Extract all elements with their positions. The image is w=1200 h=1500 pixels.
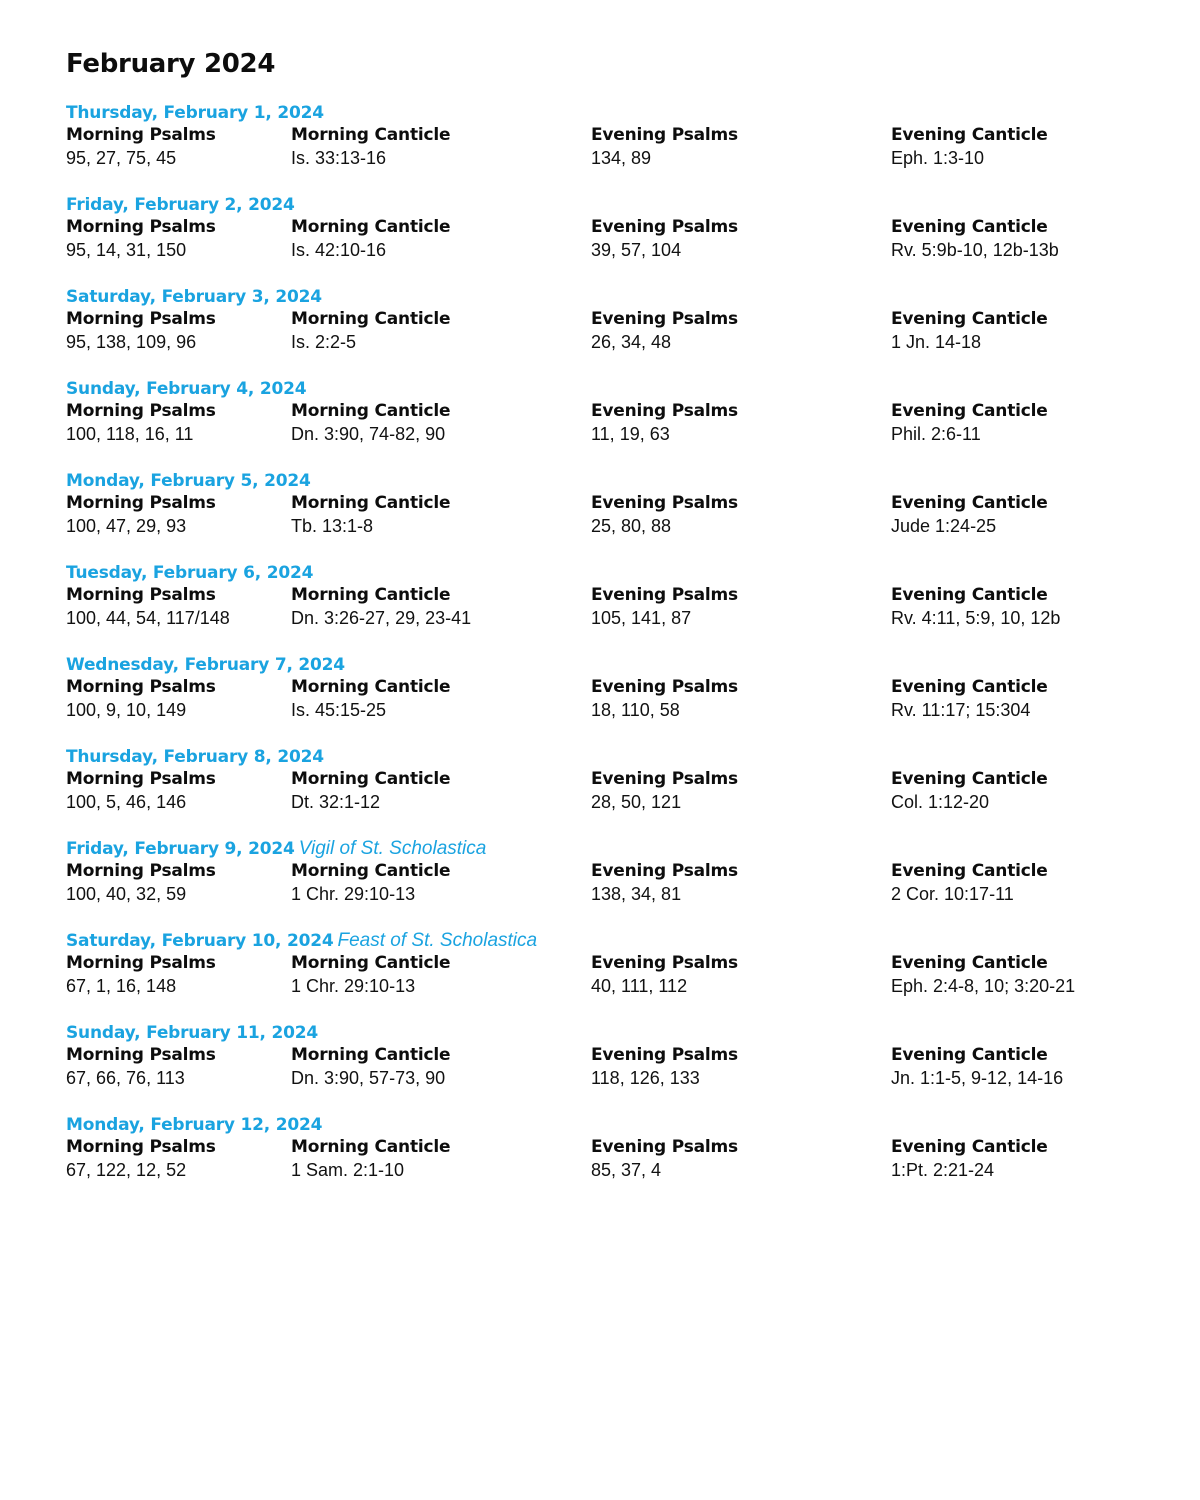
morning-canticle-label: Morning Canticle bbox=[291, 585, 451, 605]
evening-canticle-column bbox=[891, 492, 1048, 538]
date-label: Friday, February 2, 2024 bbox=[66, 195, 295, 215]
day-entry bbox=[66, 837, 1176, 929]
date-heading bbox=[66, 469, 1176, 492]
evening-psalms-column bbox=[591, 676, 738, 722]
evening-canticle-value: Phil. 2:6-11 bbox=[891, 424, 981, 444]
day-entry bbox=[66, 653, 1176, 745]
morning-psalms-label: Morning Psalms bbox=[66, 585, 216, 605]
evening-psalms-column bbox=[591, 860, 738, 906]
morning-canticle-label: Morning Canticle bbox=[291, 217, 451, 237]
morning-psalms-label: Morning Psalms bbox=[66, 1045, 216, 1065]
evening-psalms-column bbox=[591, 216, 738, 262]
evening-psalms-label: Evening Psalms bbox=[591, 861, 738, 881]
morning-psalms-column bbox=[66, 860, 216, 906]
evening-canticle-label: Evening Canticle bbox=[891, 585, 1048, 605]
evening-psalms-column bbox=[591, 1136, 738, 1182]
date-heading bbox=[66, 285, 1176, 308]
morning-canticle-label: Morning Canticle bbox=[291, 493, 451, 513]
morning-psalms-label: Morning Psalms bbox=[66, 309, 216, 329]
morning-psalms-label: Morning Psalms bbox=[66, 953, 216, 973]
morning-psalms-column bbox=[66, 216, 216, 262]
date-label: Tuesday, February 6, 2024 bbox=[66, 563, 314, 583]
morning-psalms-label: Morning Psalms bbox=[66, 769, 216, 789]
morning-psalms-value: 100, 9, 10, 149 bbox=[66, 700, 187, 720]
evening-canticle-column bbox=[891, 216, 1059, 262]
date-heading bbox=[66, 653, 1176, 676]
morning-canticle-column bbox=[291, 584, 471, 630]
evening-psalms-value: 18, 110, 58 bbox=[591, 700, 680, 720]
day-entry bbox=[66, 377, 1176, 469]
morning-psalms-label: Morning Psalms bbox=[66, 493, 216, 513]
evening-canticle-label: Evening Canticle bbox=[891, 125, 1048, 145]
evening-canticle-column bbox=[891, 676, 1048, 722]
morning-psalms-value: 67, 66, 76, 113 bbox=[66, 1068, 185, 1088]
evening-psalms-column bbox=[591, 1044, 738, 1090]
evening-canticle-label: Evening Canticle bbox=[891, 861, 1048, 881]
morning-psalms-value: 100, 5, 46, 146 bbox=[66, 792, 187, 812]
morning-psalms-value: 95, 27, 75, 45 bbox=[66, 148, 177, 168]
evening-canticle-column bbox=[891, 584, 1060, 630]
morning-psalms-value: 100, 47, 29, 93 bbox=[66, 516, 187, 536]
morning-canticle-label: Morning Canticle bbox=[291, 309, 451, 329]
date-heading bbox=[66, 1021, 1176, 1044]
morning-canticle-value: Dn. 3:90, 57-73, 90 bbox=[291, 1068, 446, 1088]
evening-psalms-value: 26, 34, 48 bbox=[591, 332, 672, 352]
readings-row bbox=[66, 308, 1176, 354]
morning-psalms-label: Morning Psalms bbox=[66, 217, 216, 237]
evening-canticle-label: Evening Canticle bbox=[891, 1045, 1048, 1065]
morning-psalms-label: Morning Psalms bbox=[66, 677, 216, 697]
evening-psalms-value: 39, 57, 104 bbox=[591, 240, 682, 260]
evening-canticle-label: Evening Canticle bbox=[891, 217, 1048, 237]
evening-canticle-value: 2 Cor. 10:17-11 bbox=[891, 884, 1014, 904]
evening-psalms-column bbox=[591, 768, 738, 814]
evening-psalms-label: Evening Psalms bbox=[591, 493, 738, 513]
evening-canticle-label: Evening Canticle bbox=[891, 1137, 1048, 1157]
morning-psalms-value: 67, 122, 12, 52 bbox=[66, 1160, 187, 1180]
evening-psalms-value: 40, 111, 112 bbox=[591, 976, 688, 996]
date-label: Sunday, February 4, 2024 bbox=[66, 379, 307, 399]
date-label: Wednesday, February 7, 2024 bbox=[66, 655, 345, 675]
readings-row bbox=[66, 492, 1176, 538]
morning-canticle-value: Dn. 3:26-27, 29, 23-41 bbox=[291, 608, 472, 628]
day-entry bbox=[66, 745, 1176, 837]
evening-canticle-label: Evening Canticle bbox=[891, 677, 1048, 697]
date-label: Saturday, February 10, 2024 bbox=[66, 931, 334, 951]
evening-canticle-value: 1 Jn. 14-18 bbox=[891, 332, 982, 352]
morning-canticle-value: 1 Chr. 29:10-13 bbox=[291, 976, 416, 996]
date-heading bbox=[66, 929, 1176, 952]
morning-psalms-label: Morning Psalms bbox=[66, 125, 216, 145]
day-entry bbox=[66, 193, 1176, 285]
morning-psalms-column bbox=[66, 1136, 216, 1182]
morning-psalms-label: Morning Psalms bbox=[66, 861, 216, 881]
evening-psalms-value: 105, 141, 87 bbox=[591, 608, 692, 628]
morning-canticle-column bbox=[291, 676, 450, 722]
evening-psalms-value: 11, 19, 63 bbox=[591, 424, 670, 444]
morning-canticle-value: 1 Chr. 29:10-13 bbox=[291, 884, 416, 904]
evening-canticle-value: Jude 1:24-25 bbox=[891, 516, 997, 536]
evening-psalms-label: Evening Psalms bbox=[591, 401, 738, 421]
morning-canticle-value: Is. 45:15-25 bbox=[291, 700, 387, 720]
evening-psalms-column bbox=[591, 124, 738, 170]
evening-canticle-column bbox=[891, 1136, 1048, 1182]
readings-row bbox=[66, 768, 1176, 814]
morning-canticle-value: Dn. 3:90, 74-82, 90 bbox=[291, 424, 446, 444]
evening-canticle-column bbox=[891, 400, 1048, 446]
page-title: February 2024 bbox=[66, 49, 276, 79]
morning-canticle-column bbox=[291, 1136, 450, 1182]
date-heading bbox=[66, 745, 1176, 768]
readings-row bbox=[66, 1136, 1176, 1182]
evening-canticle-value: 1:Pt. 2:21-24 bbox=[891, 1160, 995, 1180]
morning-canticle-label: Morning Canticle bbox=[291, 953, 451, 973]
readings-row bbox=[66, 124, 1176, 170]
evening-psalms-label: Evening Psalms bbox=[591, 677, 738, 697]
morning-canticle-column bbox=[291, 124, 450, 170]
date-label: Saturday, February 3, 2024 bbox=[66, 287, 322, 307]
morning-canticle-column bbox=[291, 492, 450, 538]
readings-row bbox=[66, 584, 1176, 630]
morning-canticle-column bbox=[291, 768, 450, 814]
evening-psalms-label: Evening Psalms bbox=[591, 769, 738, 789]
evening-canticle-column bbox=[891, 1044, 1063, 1090]
evening-psalms-value: 118, 126, 133 bbox=[591, 1068, 700, 1088]
entries-list bbox=[66, 101, 1176, 1205]
morning-canticle-value: 1 Sam. 2:1-10 bbox=[291, 1160, 405, 1180]
day-entry bbox=[66, 929, 1176, 1021]
morning-canticle-label: Morning Canticle bbox=[291, 1045, 451, 1065]
day-entry bbox=[66, 285, 1176, 377]
evening-canticle-value: Rv. 11:17; 15:304 bbox=[891, 700, 1031, 720]
morning-canticle-value: Dt. 32:1-12 bbox=[291, 792, 381, 812]
feast-label: Vigil of St. Scholastica bbox=[298, 838, 487, 859]
morning-canticle-value: Is. 2:2-5 bbox=[291, 332, 357, 352]
morning-canticle-label: Morning Canticle bbox=[291, 401, 451, 421]
date-label: Friday, February 9, 2024 bbox=[66, 839, 295, 859]
readings-row bbox=[66, 952, 1176, 998]
evening-psalms-value: 25, 80, 88 bbox=[591, 516, 672, 536]
evening-psalms-value: 28, 50, 121 bbox=[591, 792, 682, 812]
evening-canticle-label: Evening Canticle bbox=[891, 953, 1048, 973]
morning-psalms-column bbox=[66, 1044, 216, 1090]
date-label: Monday, February 12, 2024 bbox=[66, 1115, 323, 1135]
evening-psalms-column bbox=[591, 492, 738, 538]
evening-canticle-column bbox=[891, 768, 1048, 814]
morning-psalms-label: Morning Psalms bbox=[66, 401, 216, 421]
date-heading bbox=[66, 561, 1176, 584]
evening-canticle-column bbox=[891, 124, 1048, 170]
evening-psalms-column bbox=[591, 584, 738, 630]
day-entry bbox=[66, 561, 1176, 653]
morning-psalms-column bbox=[66, 308, 216, 354]
evening-psalms-value: 85, 37, 4 bbox=[591, 1160, 662, 1180]
evening-canticle-label: Evening Canticle bbox=[891, 309, 1048, 329]
morning-canticle-value: Is. 33:13-16 bbox=[291, 148, 387, 168]
feast-label: Feast of St. Scholastica bbox=[337, 930, 538, 951]
evening-canticle-value: Rv. 4:11, 5:9, 10, 12b bbox=[891, 608, 1061, 628]
evening-psalms-value: 134, 89 bbox=[591, 148, 652, 168]
date-label: Thursday, February 1, 2024 bbox=[66, 103, 324, 123]
morning-psalms-label: Morning Psalms bbox=[66, 1137, 216, 1157]
day-entry bbox=[66, 1021, 1176, 1113]
readings-row bbox=[66, 1044, 1176, 1090]
morning-psalms-column bbox=[66, 492, 216, 538]
morning-psalms-column bbox=[66, 124, 216, 170]
readings-row bbox=[66, 860, 1176, 906]
morning-psalms-value: 100, 40, 32, 59 bbox=[66, 884, 187, 904]
evening-canticle-label: Evening Canticle bbox=[891, 769, 1048, 789]
morning-canticle-column bbox=[291, 1044, 450, 1090]
morning-psalms-value: 67, 1, 16, 148 bbox=[66, 976, 177, 996]
evening-psalms-label: Evening Psalms bbox=[591, 309, 738, 329]
morning-psalms-value: 95, 138, 109, 96 bbox=[66, 332, 197, 352]
evening-canticle-label: Evening Canticle bbox=[891, 493, 1048, 513]
date-heading bbox=[66, 101, 1176, 124]
evening-canticle-value: Eph. 2:4-8, 10; 3:20-21 bbox=[891, 976, 1076, 996]
morning-canticle-column bbox=[291, 216, 450, 262]
morning-psalms-column bbox=[66, 768, 216, 814]
date-label: Monday, February 5, 2024 bbox=[66, 471, 311, 491]
morning-canticle-label: Morning Canticle bbox=[291, 677, 451, 697]
evening-canticle-column bbox=[891, 860, 1048, 906]
morning-psalms-value: 100, 44, 54, 117/148 bbox=[66, 608, 230, 628]
readings-row bbox=[66, 400, 1176, 446]
morning-psalms-column bbox=[66, 584, 230, 630]
morning-psalms-value: 100, 118, 16, 11 bbox=[66, 424, 194, 444]
evening-psalms-column bbox=[591, 952, 738, 998]
morning-canticle-label: Morning Canticle bbox=[291, 125, 451, 145]
date-label: Thursday, February 8, 2024 bbox=[66, 747, 324, 767]
evening-canticle-label: Evening Canticle bbox=[891, 401, 1048, 421]
day-entry bbox=[66, 101, 1176, 193]
morning-canticle-column bbox=[291, 952, 450, 998]
morning-canticle-column bbox=[291, 308, 450, 354]
evening-canticle-value: Col. 1:12-20 bbox=[891, 792, 990, 812]
evening-canticle-column bbox=[891, 952, 1075, 998]
evening-psalms-label: Evening Psalms bbox=[591, 953, 738, 973]
readings-row bbox=[66, 216, 1176, 262]
date-label: Sunday, February 11, 2024 bbox=[66, 1023, 319, 1043]
schedule-page bbox=[66, 44, 1176, 1205]
morning-canticle-value: Is. 42:10-16 bbox=[291, 240, 387, 260]
day-entry bbox=[66, 469, 1176, 561]
date-heading bbox=[66, 193, 1176, 216]
evening-psalms-label: Evening Psalms bbox=[591, 585, 738, 605]
evening-psalms-column bbox=[591, 400, 738, 446]
evening-psalms-label: Evening Psalms bbox=[591, 217, 738, 237]
morning-psalms-column bbox=[66, 676, 216, 722]
date-heading bbox=[66, 377, 1176, 400]
evening-psalms-label: Evening Psalms bbox=[591, 1045, 738, 1065]
evening-canticle-column bbox=[891, 308, 1048, 354]
evening-psalms-value: 138, 34, 81 bbox=[591, 884, 682, 904]
morning-psalms-column bbox=[66, 400, 216, 446]
evening-psalms-column bbox=[591, 308, 738, 354]
morning-canticle-value: Tb. 13:1-8 bbox=[291, 516, 374, 536]
readings-row bbox=[66, 676, 1176, 722]
evening-canticle-value: Eph. 1:3-10 bbox=[891, 148, 985, 168]
morning-canticle-label: Morning Canticle bbox=[291, 769, 451, 789]
morning-canticle-label: Morning Canticle bbox=[291, 1137, 451, 1157]
evening-canticle-value: Rv. 5:9b-10, 12b-13b bbox=[891, 240, 1059, 260]
date-heading bbox=[66, 1113, 1176, 1136]
morning-canticle-column bbox=[291, 400, 450, 446]
morning-psalms-value: 95, 14, 31, 150 bbox=[66, 240, 187, 260]
morning-psalms-column bbox=[66, 952, 216, 998]
morning-canticle-label: Morning Canticle bbox=[291, 861, 451, 881]
evening-canticle-value: Jn. 1:1-5, 9-12, 14-16 bbox=[891, 1068, 1064, 1088]
date-heading bbox=[66, 837, 1176, 860]
morning-canticle-column bbox=[291, 860, 450, 906]
day-entry bbox=[66, 1113, 1176, 1205]
evening-psalms-label: Evening Psalms bbox=[591, 125, 738, 145]
evening-psalms-label: Evening Psalms bbox=[591, 1137, 738, 1157]
